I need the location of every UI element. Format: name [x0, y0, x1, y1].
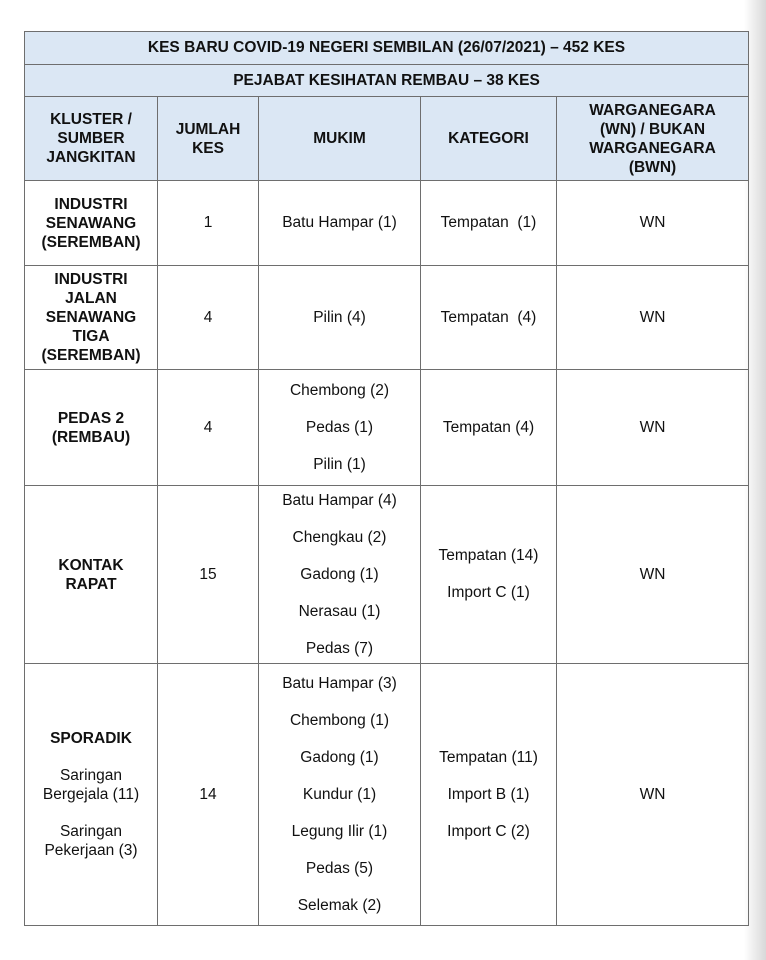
kategori-item: Import B (1)	[447, 785, 530, 803]
header-wn-line: WARGANEGARA	[589, 139, 716, 157]
header-warganegara	[557, 97, 749, 181]
cell-jumlah: 14	[158, 664, 259, 926]
header-kluster-line: SUMBER	[57, 130, 125, 147]
kategori-item: Tempatan (11)	[439, 748, 538, 766]
mukim-item: Gadong (1)	[300, 748, 379, 766]
cell-mukim	[259, 370, 421, 486]
mukim-item: Selemak (2)	[297, 896, 382, 914]
header-kategori: KATEGORI	[421, 97, 557, 181]
mukim-item: Batu Hampar (1)	[282, 214, 397, 231]
subtitle-row	[25, 65, 749, 97]
mukim-item: Pilin (1)	[313, 455, 366, 473]
cell-kluster	[25, 370, 158, 486]
kluster-line: KONTAK	[58, 556, 124, 574]
header-wn-line: (WN) / BUKAN	[599, 120, 706, 138]
kluster-line: (SEREMBAN)	[41, 347, 141, 364]
title-row	[25, 32, 749, 65]
kategori-item: Import C (1)	[447, 584, 530, 601]
kluster-line: SENAWANG	[45, 309, 137, 326]
cell-mukim	[259, 664, 421, 926]
kluster-line: (REMBAU)	[51, 428, 131, 446]
kluster-sub-line: Bergejala (11)	[42, 786, 140, 803]
kluster-sub-line: Saringan	[59, 823, 123, 840]
cell-jumlah: 1	[158, 181, 259, 266]
header-kluster-line: KLUSTER /	[50, 111, 132, 128]
mukim-item: Pedas (1)	[305, 418, 374, 436]
header-kluster	[25, 97, 158, 181]
header-jumlah	[158, 97, 259, 181]
mukim-item: Batu Hampar (3)	[282, 674, 397, 692]
mukim-item: Legung Ilir (1)	[291, 822, 388, 840]
cell-wn: WN	[557, 181, 749, 266]
table-row	[25, 266, 749, 370]
kluster-line: PEDAS 2	[57, 409, 125, 427]
kluster-line: INDUSTRI	[54, 271, 128, 288]
mukim-item: Chengkau (2)	[292, 528, 387, 546]
kategori-item: Import C (2)	[447, 822, 530, 840]
mukim-item: Chembong (2)	[289, 381, 390, 399]
header-mukim: MUKIM	[259, 97, 421, 181]
cell-kluster	[25, 664, 158, 926]
column-header-row	[25, 97, 749, 181]
cell-wn: WN	[557, 266, 749, 370]
kategori-item: Tempatan (1)	[440, 214, 537, 231]
table-title: KES BARU COVID-19 NEGERI SEMBILAN (26/07/2021) – 452 KES	[25, 32, 749, 65]
table-row	[25, 664, 749, 926]
mukim-item: Pilin (4)	[313, 308, 366, 326]
header-jumlah-line: KES	[192, 139, 224, 157]
kluster-line: SENAWANG	[45, 214, 137, 232]
cell-jumlah: 4	[158, 266, 259, 370]
kluster-line: RAPAT	[65, 575, 117, 593]
cell-wn: WN	[557, 486, 749, 664]
mukim-item: Chembong (1)	[289, 711, 390, 729]
cell-kategori	[421, 266, 557, 370]
cell-jumlah: 4	[158, 370, 259, 486]
table-row	[25, 370, 749, 486]
cell-wn: WN	[557, 370, 749, 486]
mukim-item: Kundur (1)	[302, 785, 377, 803]
kluster-line: JALAN	[65, 290, 117, 307]
cell-kluster	[25, 181, 158, 266]
header-kluster-line: JANGKITAN	[46, 149, 136, 166]
cell-mukim	[259, 266, 421, 370]
table-subtitle: PEJABAT KESIHATAN REMBAU – 38 KES	[25, 65, 749, 97]
kategori-item: Tempatan (4)	[440, 308, 537, 326]
header-jumlah-line: JUMLAH	[175, 120, 241, 138]
mukim-item: Pedas (7)	[305, 639, 374, 657]
mukim-item: Nerasau (1)	[298, 602, 381, 620]
covid-cases-table	[24, 31, 749, 926]
table-row	[25, 486, 749, 664]
kluster-line: TIGA	[72, 328, 110, 345]
kluster-sub-line: Pekerjaan (3)	[44, 842, 138, 859]
cell-jumlah: 15	[158, 486, 259, 664]
cell-kluster	[25, 266, 158, 370]
cell-kategori	[421, 370, 557, 486]
cell-wn: WN	[557, 664, 749, 926]
cell-kategori	[421, 486, 557, 664]
kluster-line: (SEREMBAN)	[41, 233, 141, 251]
kluster-line: INDUSTRI	[54, 195, 128, 213]
cell-kategori	[421, 664, 557, 926]
kategori-item: Tempatan (14)	[438, 547, 539, 564]
cell-kluster	[25, 486, 158, 664]
kluster-line: SPORADIK	[50, 730, 132, 747]
header-wn-line: WARGANEGARA	[589, 101, 716, 119]
mukim-item: Batu Hampar (4)	[282, 491, 397, 509]
cell-mukim	[259, 181, 421, 266]
kategori-item: Tempatan (4)	[442, 418, 535, 436]
kluster-sub-line: Saringan	[59, 767, 123, 784]
mukim-item: Gadong (1)	[300, 565, 379, 583]
cell-mukim	[259, 486, 421, 664]
table-row	[25, 181, 749, 266]
mukim-item: Pedas (5)	[305, 859, 374, 877]
header-wn-line: (BWN)	[628, 158, 677, 176]
cell-kategori	[421, 181, 557, 266]
